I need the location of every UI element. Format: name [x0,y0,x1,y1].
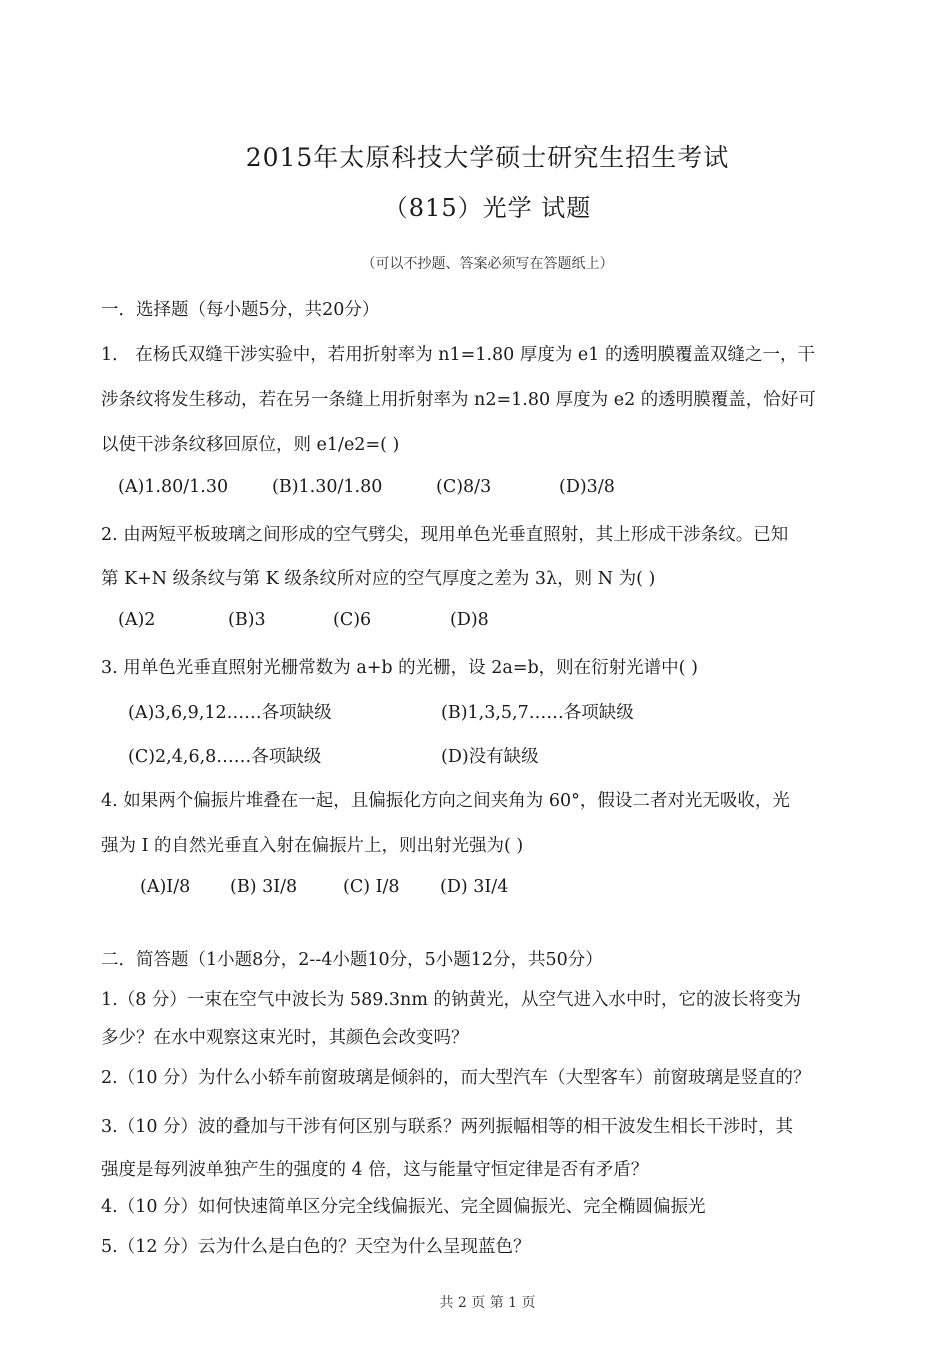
s1-q4-option-b: (B) 3I/8 [230,877,298,897]
s1-q2-option-d: (D)8 [450,610,489,630]
s2-q1-line2: 多少？在水中观察这束光时，其颜色会改变吗？ [101,1028,469,1048]
s1-q2-option-a: (A)2 [118,610,156,630]
s1-q1-line2: 涉条纹将发生移动，若在另一条缝上用折射率为 n2=1.80 厚度为 e2 的透明膜覆盖，恰好可 [101,390,816,410]
exam-title: 2015年太原科技大学硕士研究生招生考试 [245,143,730,172]
s1-q1-option-d: (D)3/8 [559,477,615,497]
s1-q4-option-c: (C) I/8 [343,877,400,897]
s1-q1-option-c: (C)8/3 [436,477,492,497]
s1-q3-option-c: (C)2,4,6,8……各项缺级 [128,747,322,767]
s1-q2-line2: 第 K+N 级条纹与第 K 级条纹所对应的空气厚度之差为 3λ，则 N 为( ) [101,569,656,589]
s1-q3-option-d: (D)没有缺级 [441,747,539,767]
s2-q1-line1: 1.（8 分）一束在空气中波长为 589.3nm 的钠黄光，从空气进入水中时，它的波长将变为 [101,990,801,1010]
exam-subtitle: （815）光学 试题 [383,194,592,222]
s2-q3-line1: 3.（10 分）波的叠加与干涉有何区别与联系？两列振幅相等的相干波发生相长干涉时，其 [101,1117,794,1137]
s1-q4-option-a: (A)I/8 [140,877,191,897]
section1-heading: 一．选择题（每小题5分，共20分） [101,300,380,320]
s1-q4-line1: 4. 如果两个偏振片堆叠在一起，且偏振化方向之间夹角为 60°，假设二者对光无吸收，光 [101,791,790,811]
s1-q2-option-c: (C)6 [333,610,372,630]
s1-q3-option-a: (A)3,6,9,12……各项缺级 [128,703,332,723]
s1-q2-option-b: (B)3 [228,610,266,630]
s2-q5-line1: 5.（12 分）云为什么是白色的？天空为什么呈现蓝色？ [101,1237,531,1257]
s1-q1-line1: 1． 在杨氏双缝干涉实验中，若用折射率为 n1=1.80 厚度为 e1 的透明膜覆盖双缝之一，干 [101,345,815,365]
s1-q4-option-d: (D) 3I/4 [440,877,509,897]
s1-q1-line3: 以使干涉条纹移回原位，则 e1/e2=( ) [101,435,400,455]
s1-q4-line2: 强为 I 的自然光垂直入射在偏振片上，则出射光强为( ) [101,836,524,856]
s1-q3-line1: 3. 用单色光垂直照射光栅常数为 a+b 的光栅，设 2a=b，则在衍射光谱中( ) [101,658,698,678]
s1-q1-option-b: (B)1.30/1.80 [272,477,383,497]
section2-heading: 二．简答题（1小题8分，2--4小题10分，5小题12分，共50分） [101,950,603,970]
s1-q1-option-a: (A)1.80/1.30 [118,477,229,497]
s2-q4-line1: 4.（10 分）如何快速简单区分完全线偏振光、完全圆偏振光、完全椭圆偏振光 [101,1197,706,1217]
instruction-note: （可以不抄题、答案必须写在答题纸上） [361,256,614,272]
s2-q3-line2: 强度是每列波单独产生的强度的 4 倍，这与能量守恒定律是否有矛盾？ [101,1160,649,1180]
s2-q2-line1: 2.（10 分）为什么小轿车前窗玻璃是倾斜的，而大型汽车（大型客车）前窗玻璃是竖直的？ [101,1068,811,1088]
page-footer: 共 2 页 第 1 页 [439,1295,536,1311]
s1-q3-option-b: (B)1,3,5,7……各项缺级 [441,703,634,723]
s1-q2-line1: 2. 由两短平板玻璃之间形成的空气劈尖，现用单色光垂直照射，其上形成干涉条纹。已知 [101,525,789,545]
